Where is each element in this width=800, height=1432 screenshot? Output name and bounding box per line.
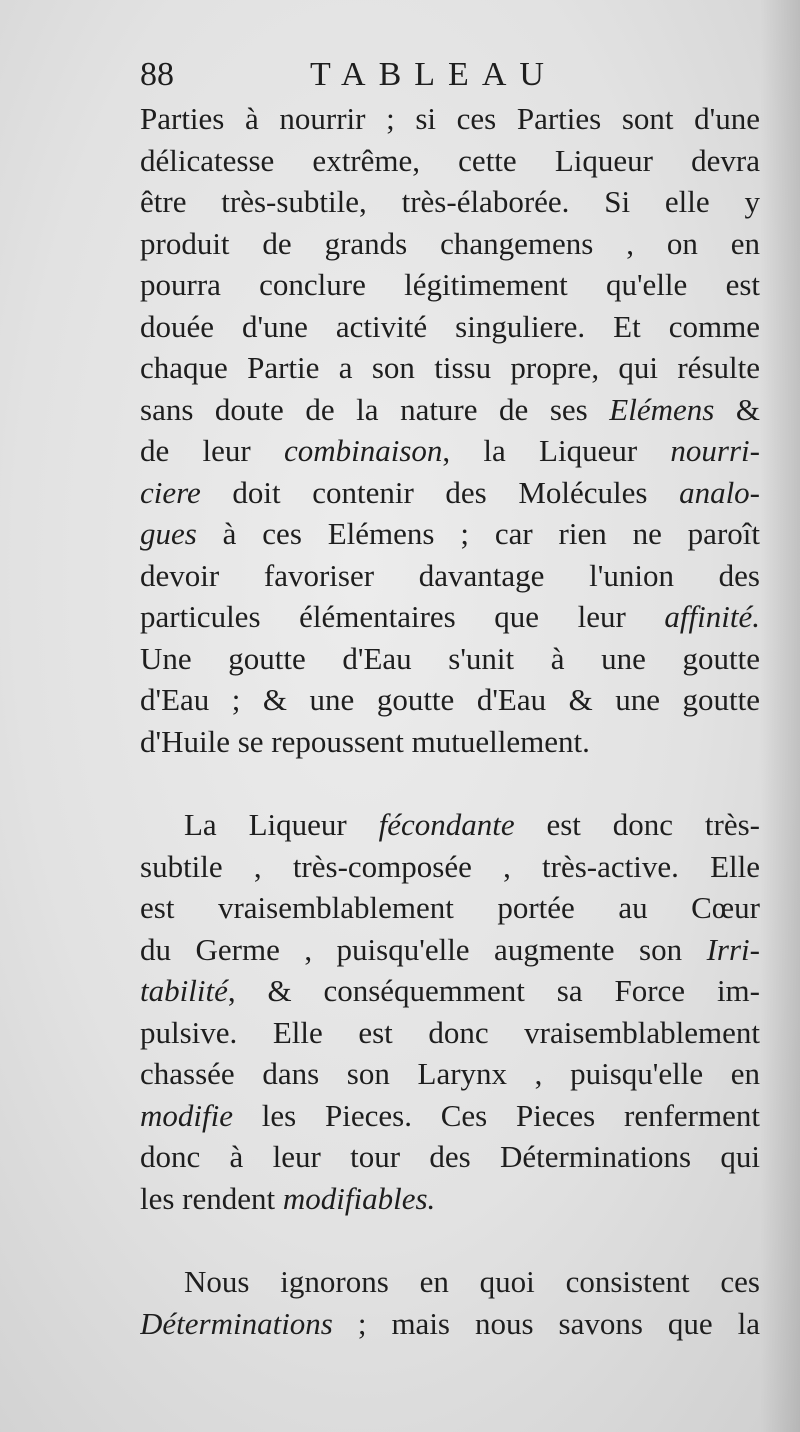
text-segment: douée d'une activité singuliere. Et comme <box>140 308 760 344</box>
text-line <box>140 1303 760 1345</box>
italic-text: fécondante <box>378 807 515 842</box>
italic-text: tabilité <box>140 973 228 1008</box>
text-line <box>140 638 760 680</box>
italic-text: Irri- <box>706 931 760 967</box>
text-segment: est donc très- <box>514 807 760 842</box>
text-line <box>140 596 760 638</box>
text-line <box>140 430 760 472</box>
text-segment: & <box>714 391 760 427</box>
text-segment: donc à leur tour des Déterminations qui <box>140 1139 760 1174</box>
text-line <box>140 1053 760 1095</box>
text-segment: les Pieces. Ces Pieces renferment <box>233 1097 760 1133</box>
text-segment: est vraisemblablement portée au Cœur <box>140 890 760 925</box>
text-segment: produit de grands changemens , on en <box>140 225 760 261</box>
text-line <box>140 181 760 223</box>
paragraph <box>140 98 760 762</box>
text-segment: d'Huile se repoussent mutuellement. <box>140 723 590 759</box>
italic-text: ciere <box>140 474 201 510</box>
text-line <box>140 1136 760 1178</box>
text-line <box>140 472 760 514</box>
text-segment: Parties à nourrir ; si ces Parties sont d'une <box>140 101 760 136</box>
text-line <box>140 929 760 971</box>
text-line <box>140 970 760 1012</box>
text-line <box>140 140 760 182</box>
text-line <box>140 389 760 431</box>
text-line <box>140 887 760 929</box>
italic-text: modifie <box>140 1097 233 1133</box>
text-segment: , la Liqueur <box>442 433 671 468</box>
text-segment: sans doute de la nature de ses <box>140 391 610 427</box>
italic-text: modifiables. <box>282 1180 436 1216</box>
text-segment: chaque Partie a son tissu propre, qui résulte <box>140 350 760 385</box>
text-segment: subtile , très-composée , très-active. Elle <box>140 848 760 884</box>
text-segment: les rendent <box>140 1180 283 1216</box>
text-line <box>140 264 760 306</box>
text-segment: chassée dans son Larynx , puisqu'elle en <box>140 1056 760 1091</box>
paragraph <box>140 1261 760 1344</box>
italic-text: analo- <box>679 474 760 510</box>
text-segment: délicatesse extrême, cette Liqueur devra <box>140 142 760 178</box>
text-line <box>140 679 760 721</box>
italic-text: Elémens <box>609 391 715 427</box>
text-segment: , & conséquemment sa Force im- <box>227 973 760 1008</box>
page-gutter-shadow <box>760 0 800 1432</box>
text-line <box>140 1012 760 1054</box>
body-text <box>140 98 760 1344</box>
text-line <box>140 1095 760 1137</box>
page-number: 88 <box>140 56 174 93</box>
running-title: TABLEAU <box>310 56 557 93</box>
text-line <box>140 804 760 846</box>
paragraph-gap <box>140 1219 760 1261</box>
text-segment: doit contenir des Molécules <box>200 474 680 510</box>
text-line <box>140 721 760 763</box>
paragraph-gap <box>140 762 760 804</box>
text-segment: Une goutte d'Eau s'unit à une goutte <box>140 640 760 676</box>
text-segment: devoir favoriser davantage l'union des <box>140 557 760 593</box>
text-segment: à ces Elémens ; car rien ne paroît <box>196 516 760 551</box>
text-segment: particules élémentaires que leur <box>140 599 665 634</box>
text-segment: de leur <box>140 433 284 468</box>
text-segment: Nous ignorons en quoi consistent ces <box>184 1264 760 1299</box>
text-segment: pulsive. Elle est donc vraisemblablement <box>140 1014 760 1050</box>
italic-text: gues <box>140 516 197 551</box>
running-head <box>140 50 740 100</box>
text-segment: d'Eau ; & une goutte d'Eau & une goutte <box>140 682 760 717</box>
text-line <box>140 1178 760 1220</box>
italic-text: Déterminations <box>140 1305 333 1341</box>
text-segment: ; mais nous savons que la <box>332 1305 760 1341</box>
text-line <box>140 846 760 888</box>
text-segment: pourra conclure légitimement qu'elle est <box>140 267 760 302</box>
text-line <box>140 555 760 597</box>
text-line <box>140 347 760 389</box>
text-segment: du Germe , puisqu'elle augmente son <box>140 931 707 967</box>
text-line <box>140 98 760 140</box>
text-line <box>140 223 760 265</box>
text-segment: La Liqueur <box>184 807 379 842</box>
italic-text: combinaison <box>283 433 443 468</box>
text-line <box>140 1261 760 1303</box>
italic-text: nourri- <box>670 433 760 468</box>
text-segment: être très-subtile, très-élaborée. Si elle y <box>140 184 760 219</box>
text-line <box>140 513 760 555</box>
paragraph <box>140 804 760 1219</box>
italic-text: affinité. <box>664 599 760 634</box>
text-line <box>140 306 760 348</box>
